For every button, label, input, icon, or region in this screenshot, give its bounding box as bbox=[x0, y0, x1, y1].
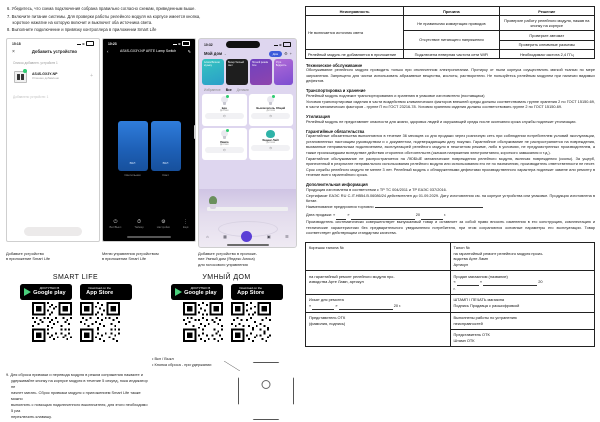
bottom-tab-bar bbox=[103, 219, 195, 229]
google-play-small: ДОСТУПНО В bbox=[190, 286, 211, 291]
additional-text-2: Сертификат ЕАЭС RU C-IT.НВ54.В.06086/24 действителен до 01.09.2029. Дату изготовления см. на корпусе устройства или упаковке. Продукция изготовлена в Китае. bbox=[306, 193, 595, 204]
cause-wrong-wifi-band: Подключена неверная частота сети WiFi bbox=[404, 49, 499, 58]
tab-timer-label: Таймер bbox=[134, 225, 144, 229]
coupon-qc-label: Представитель ОТК bbox=[453, 332, 490, 338]
caption-1-line-2: в приложение Smart Life bbox=[6, 256, 51, 262]
device-card[interactable] bbox=[249, 128, 294, 160]
add-icon[interactable]: + bbox=[289, 51, 292, 57]
device-title: AS4S-GX3Y-NP ARTE Lamp Switch bbox=[120, 49, 177, 54]
caption-3-line-3: для голосового управления bbox=[198, 262, 248, 268]
step-9-line-1: 9. Для сброса привязки и перевода модуля в режим сопряжения нажмите и bbox=[6, 372, 143, 377]
relay-switch-icon bbox=[13, 69, 29, 83]
solution-check-terminals: Проверить клеммные разъемы bbox=[499, 40, 594, 49]
step-7-line-2: короткое нажатие на которую включит и выключит оба источника света. bbox=[12, 19, 153, 25]
google-play-text bbox=[184, 287, 217, 296]
status-icons bbox=[274, 42, 291, 47]
app-store-small: Download on the bbox=[239, 286, 262, 291]
nav-home-icon[interactable]: ⌂ bbox=[206, 233, 209, 239]
transport-text-1: Релейный модуль подлежит транспортированию и хранению в упаковке изготовителя (поставщика) bbox=[306, 93, 485, 98]
switch-tile-2-label: ВКЛ bbox=[162, 160, 169, 165]
sale-month-input[interactable] bbox=[351, 213, 415, 219]
wifi-icon: ≋ bbox=[279, 42, 282, 47]
signal-icon bbox=[77, 42, 81, 45]
coupon-qc-rep-hint: (фамилия, подпись) bbox=[309, 321, 346, 327]
sale-date-label: Дата продажи: « bbox=[306, 213, 336, 218]
transport-text-2: Условия транспортировки изделия в части воздействия климатических факторов внешней среды должны соответствовать группе хранения 2 по ГОСТ 15150-69, в части механических факторов - группе П по ГОСТ 23216-78. Условия хранения изделия должны соответствовать группе 2 по ГОСТ 15150-69. bbox=[306, 99, 595, 110]
wifi-icon: ≋ bbox=[178, 41, 181, 46]
coupon-repair-year-suffix: г. bbox=[399, 302, 402, 308]
troubleshooting-table bbox=[305, 6, 595, 59]
sale-year-prefix: 20 bbox=[415, 213, 420, 218]
cause-no-voltage: Отсутствие питающего напряжения bbox=[404, 31, 499, 50]
coupon-repair-year: 20 bbox=[393, 302, 399, 308]
phone-screenshot-smartlife-control bbox=[102, 38, 196, 242]
warranty-title: Гарантийные обязательства bbox=[306, 128, 365, 134]
coupon-qc-rep-block bbox=[306, 312, 451, 346]
battery-icon bbox=[182, 41, 190, 46]
side-button bbox=[194, 125, 196, 139]
callout-leader-line bbox=[224, 361, 240, 371]
app-store-text bbox=[86, 287, 113, 296]
coupon-qc-rep-label: Представитель ОТК bbox=[309, 315, 346, 321]
coupon-repair-block bbox=[306, 294, 451, 312]
device-name: AS4S-GX3Y-NP bbox=[32, 71, 58, 76]
tab-power[interactable] bbox=[110, 219, 122, 229]
google-play-badge[interactable] bbox=[20, 284, 72, 300]
solution-check-breaker: Проверьте автомат bbox=[499, 31, 594, 40]
tab-more[interactable] bbox=[183, 219, 189, 229]
table-row bbox=[306, 49, 595, 58]
smart-life-block bbox=[0, 274, 151, 342]
header-cause: Причина bbox=[404, 7, 499, 16]
caption-1 bbox=[6, 251, 100, 268]
sale-date-quote: » bbox=[347, 213, 350, 218]
status-icons bbox=[77, 41, 94, 46]
smart-home-title: УМНЫЙ ДОМ bbox=[202, 273, 251, 281]
warranty-text-1: Гарантийные обязательства выполняются в течение 36 месяцев со дня продажи через розничную сеть при соблюдении потребителем условий эксплуатации, установленных настоящим руководством и с документом, подтверждающим дату покупки. Гарантийное обслуживание не распространяется на повреждения, вызванные неправильным подключением, эксплуатацией релейного модуля в нештатном режиме, либо в условиях, не предусмотренных производителем, а также произошедшим вследствие действия сторонних обстоятельств (скачков напряжения электропитания, короткого замыкания и т.д.). bbox=[306, 134, 595, 155]
tab-settings[interactable] bbox=[157, 219, 170, 229]
switch-tile-2[interactable] bbox=[151, 121, 181, 171]
scenario-card-4[interactable]: Утро Бодрость bbox=[274, 59, 293, 85]
sale-date-field bbox=[306, 213, 595, 219]
scenario-card-3[interactable]: Ночной режим Сон bbox=[250, 59, 272, 85]
coupon-repair-date-open: « bbox=[309, 302, 312, 308]
phone-screenshot-yandex-smarthome bbox=[198, 38, 297, 248]
step-6: 6. Убедитесь, что схема подключения собрана правильно согласно схемам, приведенным выше. bbox=[7, 6, 196, 11]
coupon-stub-desc-line-1: на гарантийный ремонт релейного модуля про- bbox=[309, 273, 395, 279]
caption-1-line-1: Добавьте устройство bbox=[6, 250, 44, 256]
smart-life-badges bbox=[0, 284, 151, 300]
app-header bbox=[103, 48, 195, 57]
switch-label-2: Свет bbox=[162, 172, 169, 177]
google-play-text bbox=[33, 287, 66, 296]
app-store-big: App Store bbox=[86, 290, 114, 297]
device-status: Успешно добавлено bbox=[32, 75, 60, 80]
device-list-item[interactable] bbox=[7, 67, 99, 85]
trade-name-input[interactable] bbox=[375, 207, 483, 208]
coupon-store-date-close: » bbox=[479, 279, 483, 285]
additional-text-1: Продукция изготовлена в соответствии с ТР ТС 004/2011 и ТР ЕАЭС 037/2016. bbox=[306, 187, 447, 192]
room-illustration bbox=[199, 189, 296, 247]
device-card[interactable] bbox=[202, 94, 247, 126]
switch-label-1: Светильник bbox=[124, 172, 141, 177]
signal-icon bbox=[274, 43, 278, 46]
nav-devices-icon[interactable]: ▦ bbox=[223, 233, 227, 239]
wifi-icon: ≋ bbox=[82, 41, 85, 46]
maintenance-text: Обслуживание релейного модуля проводить только при отключенном электропитании. Протирку от пыли корпуса осуществлять мягкой тканью по мере загрязнения. Запрещено для чистки использовать абразивные вещества, кислоты, растворители. Не пользуйтесь релейным модулем при наличии видимых дефектов. bbox=[306, 68, 595, 84]
scenario-card-2[interactable]: Вечер Уютный свет bbox=[226, 59, 248, 85]
coupon-works-line-1: Выполнены работы по устранению bbox=[453, 315, 517, 321]
segment-tabs bbox=[199, 85, 296, 94]
cause-wrong-wiring: Не правильная коммутация проводов bbox=[404, 16, 499, 31]
coupon-repair-day-input[interactable] bbox=[312, 303, 334, 310]
information-sections bbox=[305, 63, 595, 237]
step-8: 8. Выполните подключение и привязку контроллера в приложении Smart Life bbox=[7, 27, 157, 33]
home-pill-badge[interactable]: Дом bbox=[269, 51, 282, 57]
callout-reset: • Кнопка сброса - при удержании bbox=[152, 362, 211, 368]
phone-screenshot-smartlife-add bbox=[6, 38, 100, 242]
google-play-big: Google play bbox=[184, 290, 217, 297]
step-9-line-3: начнет мигать. Сброс привязки модуля с приложением Smart Life также можно bbox=[11, 390, 141, 402]
home-title: Мой дом bbox=[204, 51, 223, 57]
switch-tile-1[interactable] bbox=[118, 121, 148, 171]
coupon-store-label: Продан магазином (название) bbox=[453, 273, 508, 279]
status-time: 10:32 bbox=[204, 42, 213, 47]
tab-timer[interactable] bbox=[134, 219, 143, 229]
qr-code-google-play-smarthome bbox=[183, 302, 223, 342]
caption-3-line-2: ние Умный дом (Яндекс Алиса) bbox=[198, 256, 255, 262]
battery-icon bbox=[283, 42, 291, 47]
device-room: Детская bbox=[266, 141, 275, 144]
coupon-store-block bbox=[450, 271, 595, 295]
coupon-store-date-open: « bbox=[453, 279, 456, 285]
coupon-row-2 bbox=[306, 271, 595, 295]
dynamic-island bbox=[213, 41, 274, 48]
trade-name-label: Наименование предприятия торговли bbox=[306, 204, 374, 209]
speaker-icon bbox=[266, 130, 275, 138]
coupon-qc-stamp-label: Штамп ОТК bbox=[453, 338, 475, 344]
device-name: Яндекс Лайт bbox=[262, 138, 280, 142]
solution-wifi-24ghz: Необходимая частота 2,4 ГГц bbox=[499, 49, 594, 58]
close-icon[interactable]: × bbox=[12, 48, 15, 55]
coupon-store-day-input[interactable] bbox=[457, 279, 479, 286]
home-indicator bbox=[227, 244, 269, 246]
step-9 bbox=[6, 372, 148, 420]
coupon-stub-title: Корешок талона № bbox=[306, 242, 451, 270]
google-play-small: ДОСТУПНО В bbox=[39, 286, 60, 291]
app-store-badge[interactable] bbox=[80, 284, 132, 300]
trade-name-field bbox=[306, 205, 595, 210]
power-button[interactable]: ⏻ bbox=[205, 113, 244, 119]
status-icons bbox=[173, 41, 190, 46]
app-store-small: Download on the bbox=[88, 286, 111, 291]
device-name: Лампа bbox=[219, 140, 229, 144]
caption-3-line-1: Добавьте устройство в приложе- bbox=[198, 250, 258, 256]
device-room: Детская bbox=[266, 109, 275, 112]
device-text bbox=[32, 72, 59, 80]
coupon-qc-block bbox=[450, 330, 595, 347]
coupon-article-label: Артикул bbox=[453, 262, 469, 268]
additional-title: Дополнительная информация bbox=[306, 182, 368, 188]
app-header-title: Добавить устройство bbox=[31, 49, 78, 55]
more-icon: ⋮ bbox=[183, 219, 189, 226]
recycle-title: Утилизация bbox=[306, 114, 330, 120]
coupon-desc-line-1: на гарантийный ремонт релейного модуля произ- bbox=[453, 250, 544, 256]
table-row bbox=[306, 16, 595, 31]
tab-more-label: Ещё bbox=[182, 225, 189, 229]
status-time: 10:23 bbox=[108, 41, 117, 46]
tab-all[interactable]: Все bbox=[225, 87, 232, 92]
gear-icon: ⚙ bbox=[161, 219, 166, 226]
device-count-label: Добавлено устройств: 1 bbox=[13, 94, 49, 99]
sale-day-input[interactable] bbox=[336, 213, 346, 219]
home-indicator bbox=[127, 236, 171, 238]
plant-decoration bbox=[208, 195, 218, 209]
sale-year-input[interactable] bbox=[421, 213, 443, 219]
google-play-badge[interactable] bbox=[171, 284, 223, 300]
tab-settings-label: Настройки bbox=[156, 225, 170, 229]
sale-year-suffix: г. bbox=[444, 213, 447, 218]
status-bar bbox=[7, 39, 99, 48]
step-9-line-5: переключить клавишу. bbox=[11, 414, 52, 420]
power-icon: ⏻ bbox=[113, 219, 118, 226]
phone-captions bbox=[0, 248, 302, 268]
step-9-line-2: удерживайте кнопку на корпусе модуля в течение 5 секунд, пока индикатор не bbox=[11, 378, 148, 390]
bulb-icon bbox=[221, 130, 228, 140]
device-room: Детская bbox=[219, 109, 229, 112]
timer-icon: ⏱ bbox=[137, 219, 141, 226]
header-solution: Решение bbox=[499, 7, 594, 16]
caption-2 bbox=[102, 251, 196, 268]
add-icon[interactable]: + bbox=[90, 72, 93, 79]
phone-screenshots bbox=[0, 35, 302, 248]
device-card[interactable] bbox=[202, 128, 247, 160]
coupon-stamp-label: ШТАМП / ПЕЧАТЬ магазина bbox=[453, 297, 505, 303]
fault-light-not-on: Не включается источник света bbox=[306, 16, 404, 50]
status-bar bbox=[199, 39, 296, 50]
coupon-works-line-2: неисправностей bbox=[453, 321, 483, 327]
qr-code-app-store-smartlife bbox=[80, 302, 120, 342]
instruction-steps bbox=[0, 0, 302, 33]
app-download-section bbox=[0, 268, 302, 342]
smart-home-badges bbox=[151, 284, 302, 300]
device-name: Бра bbox=[221, 106, 227, 110]
qr-code-google-play-smartlife bbox=[32, 302, 72, 342]
google-play-icon bbox=[175, 288, 182, 296]
coupon-stub-desc bbox=[306, 271, 451, 295]
bulb-icon bbox=[267, 96, 274, 106]
nav-scenarios-icon[interactable]: ▣ bbox=[266, 233, 271, 239]
coupon-store-year: 20 bbox=[538, 279, 543, 285]
status-bar bbox=[103, 39, 195, 48]
coupon-repair-month-input[interactable] bbox=[339, 303, 393, 310]
module-outline-diagram bbox=[238, 362, 294, 420]
coupon-signature-label: Подпись Продавца с расшифровкой bbox=[453, 302, 520, 308]
coupon-title-block bbox=[450, 242, 595, 270]
caption-2-line-2: в приложении Smart Life bbox=[102, 256, 147, 262]
scenario-cards bbox=[199, 59, 296, 85]
recycle-text: Релейный модуль не представляет опасности для жизни, здоровья людей и окружающей среды после окончания срока службы подлежит утилизации. bbox=[306, 119, 577, 124]
yandex-smarthome-block bbox=[151, 274, 302, 342]
caption-3 bbox=[198, 251, 297, 268]
coupon-row-1 bbox=[306, 242, 595, 270]
smart-home-qr-codes bbox=[151, 302, 302, 342]
gear-icon[interactable]: ⚙ bbox=[284, 51, 288, 57]
signal-icon bbox=[173, 42, 177, 45]
chevron-down-icon[interactable]: ⌄ bbox=[224, 51, 227, 56]
callout-power: • Вкл / Выкл bbox=[152, 356, 211, 362]
coupon-row-3 bbox=[306, 294, 595, 312]
solution-check-relay: Проверьте работу релейного модуля, нажав на кнопку на корпусе bbox=[499, 16, 594, 31]
power-button[interactable]: ⏻ bbox=[205, 147, 244, 153]
coupon-stub-desc-line-2: изводства Арте Ламп, артикул bbox=[309, 279, 364, 285]
device-name: Выключатель Общий bbox=[256, 106, 286, 110]
power-button[interactable]: ⏻ bbox=[251, 113, 290, 119]
coupon-store-month-input[interactable] bbox=[483, 279, 537, 286]
app-store-big: App Store bbox=[237, 290, 265, 297]
device-list-label: Список добавлен. устройств 1 bbox=[13, 60, 58, 65]
transport-title: Транспортировка и хранение bbox=[306, 88, 366, 94]
tab-rooms[interactable]: Делами bbox=[236, 87, 249, 92]
caption-2-line-1: Меню управления устройством bbox=[102, 250, 159, 256]
device-grid bbox=[199, 94, 296, 160]
nav-assistant-icon[interactable] bbox=[241, 231, 252, 242]
google-play-icon bbox=[24, 288, 31, 296]
bottom-nav bbox=[199, 231, 296, 242]
app-header bbox=[7, 48, 99, 59]
fault-module-not-added: Релейный модуль не добавляется в приложение bbox=[306, 49, 404, 58]
step-7-line-1: 7. Включите питание системы. Для проверки работы релейного модуля на корпусе имеется кнопка, bbox=[7, 13, 201, 19]
table-header-row bbox=[306, 7, 595, 16]
home-header bbox=[199, 50, 296, 59]
switch-tile-1-label: ВКЛ bbox=[129, 160, 136, 165]
back-icon[interactable]: ‹ bbox=[107, 48, 109, 54]
bulb-icon bbox=[221, 96, 228, 106]
smart-life-title: SMART LIFE bbox=[52, 273, 99, 281]
switch-labels bbox=[103, 173, 195, 177]
final-note: Производитель систематически совершенствует выпускаемый товар и оставляет за собой право вносить изменения в его конструкцию, комплектацию и технические характеристики без предварительного уведомления потребителя, при этом сохраняются основные параметры его эксплуатации. Товар соответствует действующим стандартам качества. bbox=[306, 220, 595, 236]
tab-favorites[interactable]: Избранное bbox=[204, 87, 221, 92]
nav-menu-icon[interactable]: ☰ bbox=[285, 233, 289, 239]
coupon-works-block bbox=[450, 312, 595, 329]
smart-life-qr-codes bbox=[0, 302, 151, 342]
coupon-repair-date-close: » bbox=[335, 302, 338, 308]
coupon-stamp-block bbox=[450, 294, 595, 312]
step-7 bbox=[7, 14, 296, 26]
device-card[interactable] bbox=[249, 94, 294, 126]
bottom-action[interactable] bbox=[7, 227, 99, 236]
battery-icon bbox=[86, 41, 94, 46]
app-store-text bbox=[237, 287, 264, 296]
module-callouts bbox=[152, 356, 211, 369]
edit-icon[interactable]: ✎ bbox=[187, 48, 191, 54]
warranty-text-2: Гарантийное обслуживание не распространяется на ЛЮБЫЕ механические повреждения релейного модуля, включая повреждения (сколы). За ущерб, принесенный в результате неправильного использования релейного модуля или использования его не по назначению, производитель ответственности не несет. Срок службы релейного модуля не менее 3 лет. Релейный модуль с обнаруженными дефектами производственного характера подлежит замене или ремонту в течение всего гарантийного срока. bbox=[306, 156, 595, 178]
coupon-desc-line-2: водства Арте Ламп bbox=[453, 256, 489, 262]
status-time: 15:18 bbox=[12, 41, 21, 46]
maintenance-title: Техническое обслуживание bbox=[306, 62, 363, 68]
reset-button-hole bbox=[262, 380, 271, 389]
right-column bbox=[302, 0, 600, 422]
step-9-line-4: выполнить с помощью подключенного выключателя, для этого необходимо 5 раз bbox=[11, 402, 148, 414]
google-play-big: Google play bbox=[33, 290, 66, 297]
qr-code-app-store-smarthome bbox=[231, 302, 271, 342]
coupon-number-label: Талон № bbox=[453, 245, 470, 251]
coupon-repair-label: Изъят для ремонта bbox=[309, 297, 344, 303]
power-button[interactable]: ⏻ bbox=[251, 145, 290, 151]
scenario-card-1[interactable]: Алиса Включи музыку bbox=[202, 59, 224, 85]
header-fault: Неисправность bbox=[306, 7, 404, 16]
coupon-row-4 bbox=[306, 312, 595, 329]
tab-power-label: Вкл/Выкл bbox=[109, 225, 122, 229]
coupon-store-year-suffix: г. bbox=[453, 285, 456, 291]
device-room: Детская bbox=[219, 143, 229, 146]
warranty-coupon-table bbox=[305, 242, 595, 347]
app-store-badge[interactable] bbox=[231, 284, 283, 300]
switch-tiles bbox=[103, 121, 195, 171]
